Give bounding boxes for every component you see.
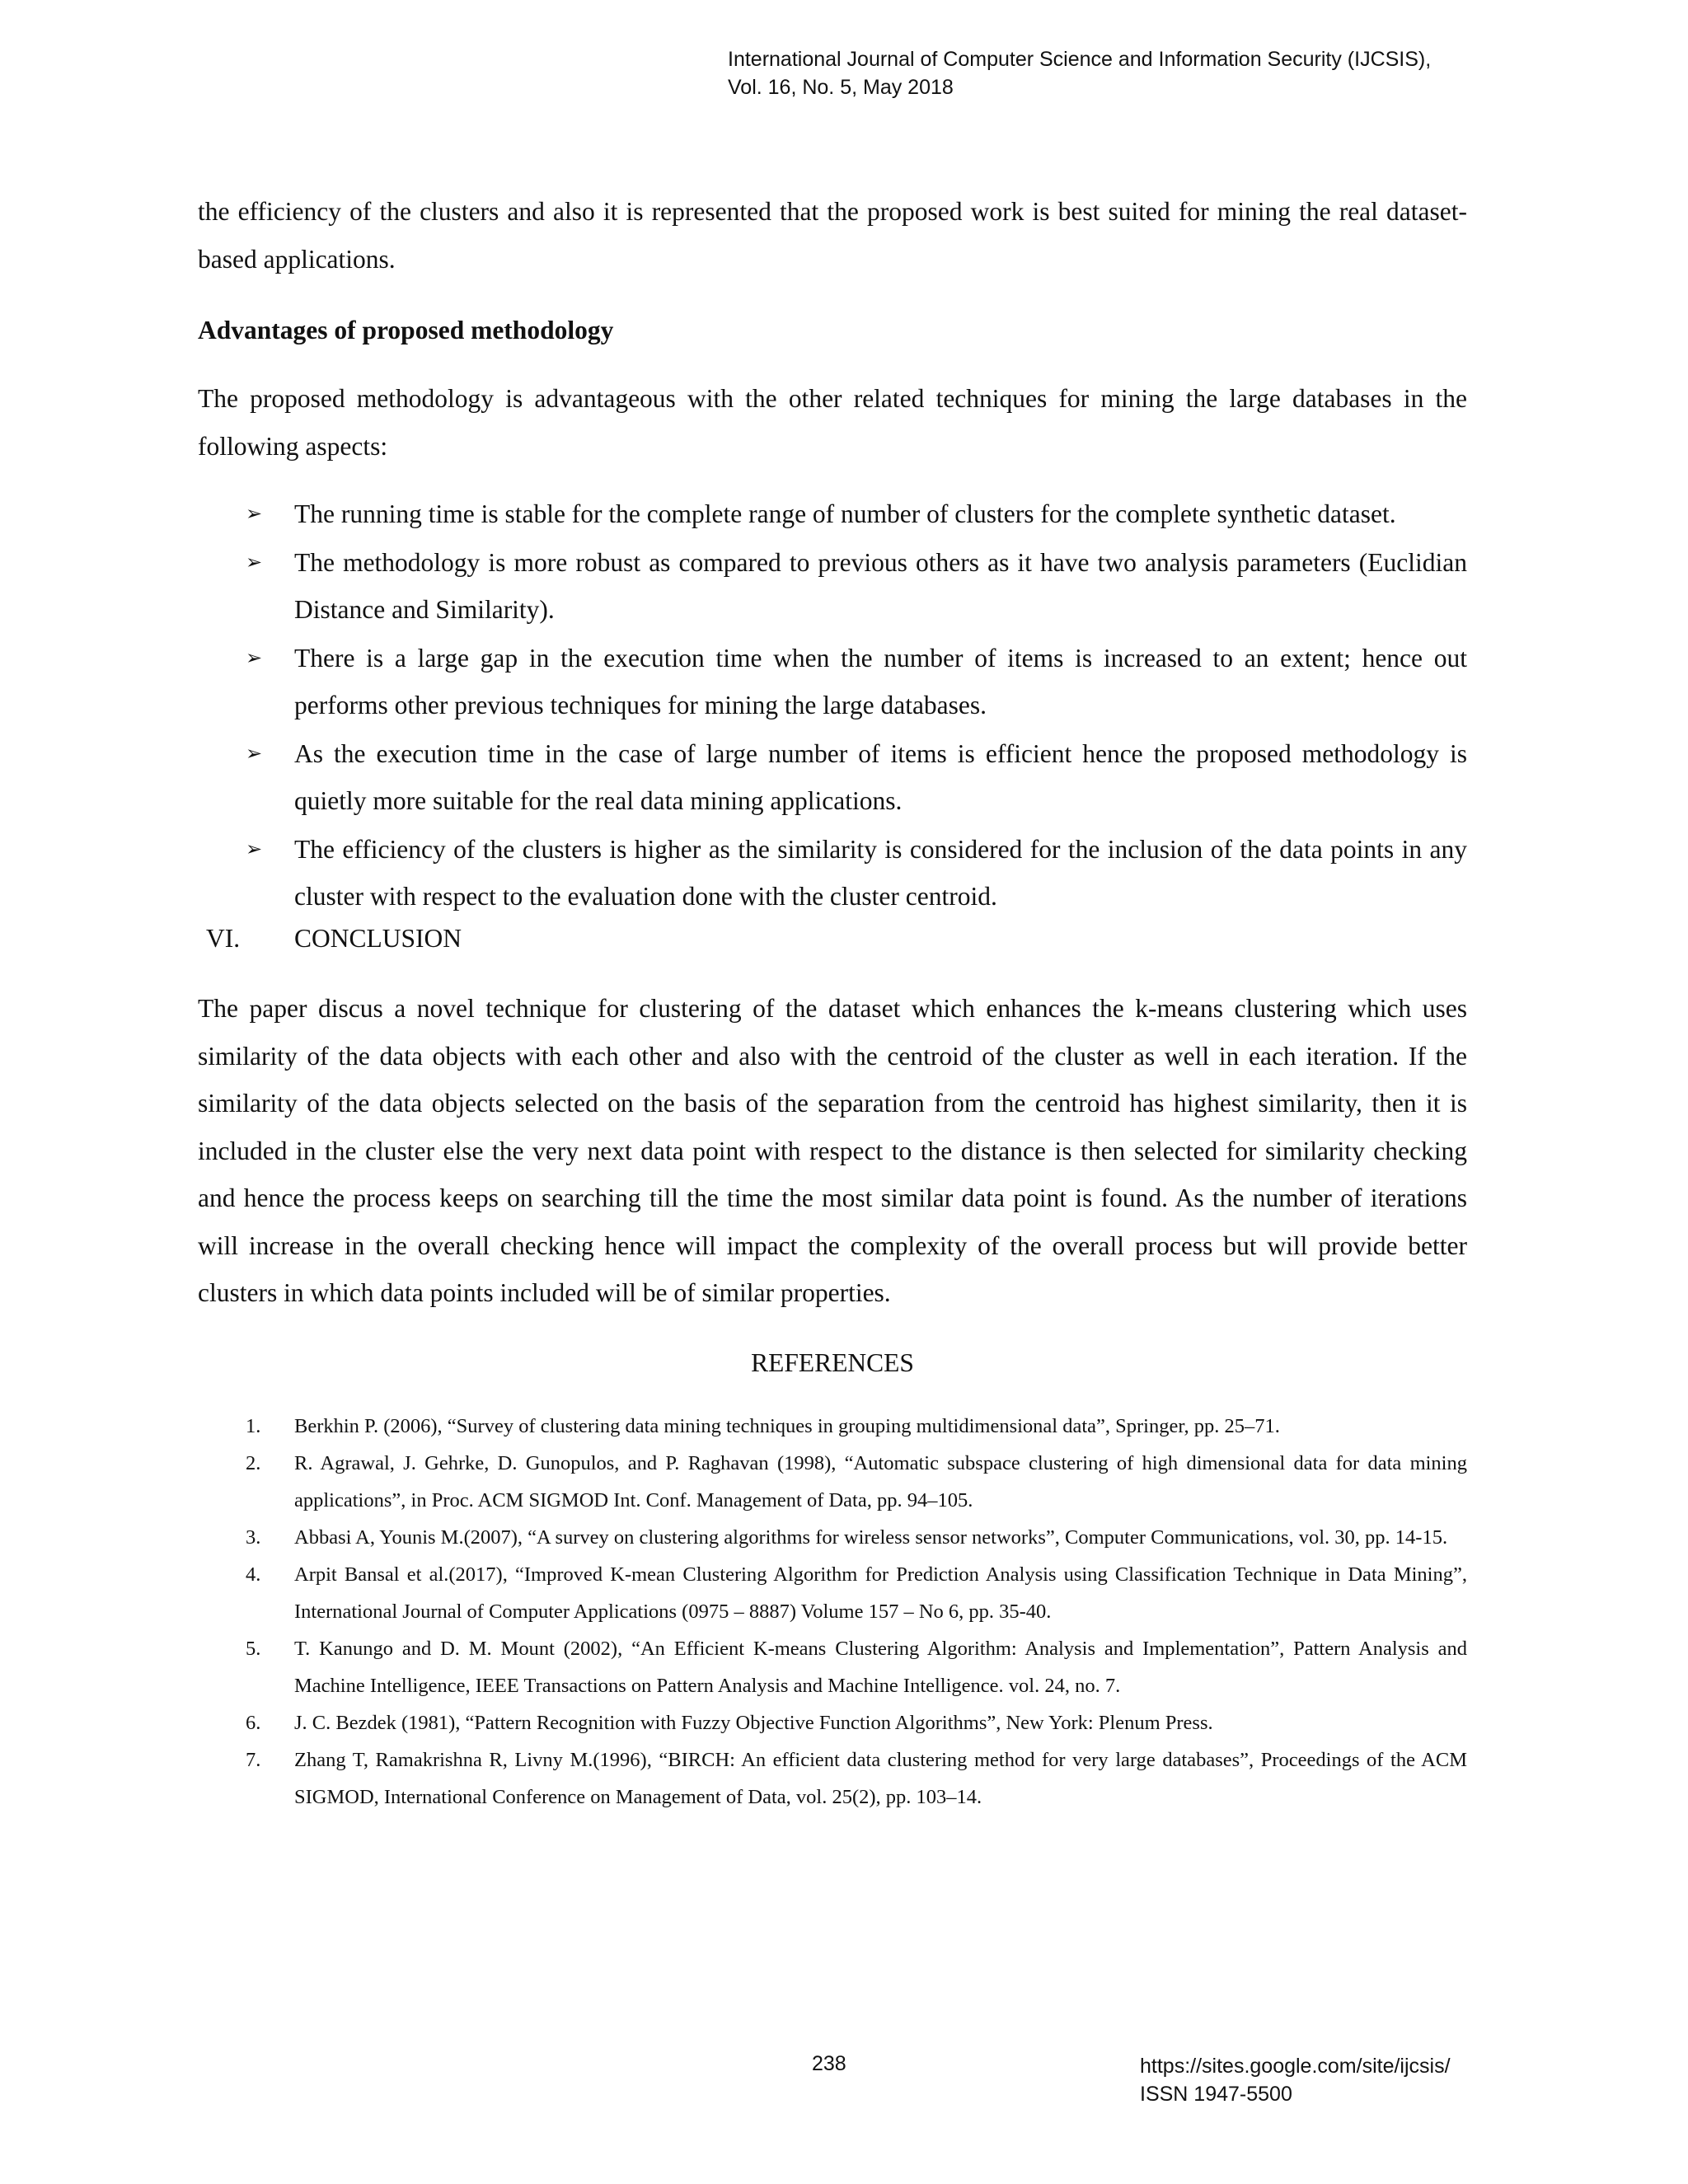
list-item-text: The efficiency of the clusters is higher as the similarity is considered for the inclusion of the data points in any cluster with respect to the evaluation done with the cluster centroid. — [294, 834, 1467, 911]
intro-paragraph: the efficiency of the clusters and also it is represented that the proposed work is best suited for mining the real dataset-based applications. — [198, 197, 1467, 274]
page-number: 238 — [812, 2052, 846, 2075]
reference-text: J. C. Bezdek (1981), “Pattern Recognition with Fuzzy Objective Function Algorithms”, New York: Plenum Press. — [294, 1712, 1213, 1734]
conclusion-paragraph: The paper discus a novel technique for clustering of the dataset which enhances the k-means clustering which uses similarity of the data objects with each other and also with the centroid of the cluster as well in each iteration. If the similarity of the data objects selected on the basis of the separation from the centroid has highest similarity, then it is included in the cluster else the very next data point with respect to the distance is then selected for similarity checking and hence the process keeps on searching till the time the most similar data point is found. As the number of iterations will increase in the overall checking hence will impact the complexity of the overall process but will provide better clusters in which data points included will be of similar properties. — [198, 994, 1467, 1307]
journal-header — [728, 45, 1568, 101]
list-item — [198, 539, 1467, 634]
list-item-text: There is a large gap in the execution time when the number of items is increased to an extent; hence out performs other previous techniques for mining the large databases. — [294, 643, 1467, 719]
section-title: CONCLUSION — [294, 924, 462, 953]
list-item — [198, 635, 1467, 729]
journal-title: International Journal of Computer Science and Information Security (IJCSIS), — [728, 48, 1432, 71]
reference-item — [198, 1704, 1467, 1741]
reference-text: T. Kanungo and D. M. Mount (2002), “An Efficient K-means Clustering Algorithm: Analysis and Implementation”, Pattern Analysis and Machine Intelligence, IEEE Transactions on Pattern Analysis and Machine Intelligence. vol. 24, no. 7. — [294, 1638, 1467, 1697]
journal-url: https://sites.google.com/site/ijcsis/ — [1140, 2055, 1451, 2078]
list-item — [198, 826, 1467, 921]
reference-text: R. Agrawal, J. Gehrke, D. Gunopulos, and P. Raghavan (1998), “Automatic subspace clustering of high dimensional data for data mining applications”, in Proc. ACM SIGMOD Int. Conf. Management of Data, pp. 94–105. — [294, 1452, 1467, 1511]
arrow-bullet-icon: ➢ — [246, 741, 263, 765]
reference-number: 1. — [246, 1415, 261, 1437]
arrow-bullet-icon: ➢ — [246, 645, 263, 669]
conclusion-heading — [198, 915, 462, 963]
reference-text: Arpit Bansal et al.(2017), “Improved K-mean Clustering Algorithm for Prediction Analysis using Classification Technique in Data Mining”, International Journal of Computer Applications (0975 – 8887) Volume 157 – No 6, pp. 35-40. — [294, 1563, 1467, 1623]
list-item-text: The running time is stable for the complete range of number of clusters for the complete synthetic dataset. — [294, 499, 1396, 528]
reference-text: Berkhin P. (2006), “Survey of clustering data mining techniques in grouping multidimensional data”, Springer, pp. 25–71. — [294, 1415, 1280, 1437]
reference-item — [198, 1445, 1467, 1519]
arrow-bullet-icon: ➢ — [246, 837, 263, 860]
list-item-text: The methodology is more robust as compared to previous others as it have two analysis parameters (Euclidian Distance and Similarity). — [294, 547, 1467, 624]
advantages-heading: Advantages of proposed methodology — [198, 316, 614, 344]
reference-number: 3. — [246, 1526, 261, 1549]
reference-item — [198, 1630, 1467, 1704]
list-item — [198, 730, 1467, 825]
advantages-paragraph: The proposed methodology is advantageous with the other related techniques for mining the large databases in the following aspects: — [198, 384, 1467, 461]
reference-number: 6. — [246, 1712, 261, 1734]
footer-info — [1140, 2052, 1451, 2108]
references-list — [198, 1408, 1467, 1816]
list-item — [198, 490, 1467, 538]
arrow-bullet-icon: ➢ — [246, 502, 263, 525]
reference-item — [198, 1408, 1467, 1445]
reference-item — [198, 1556, 1467, 1630]
list-item-text: As the execution time in the case of large number of items is efficient hence the proposed methodology is quietly more suitable for the real data mining applications. — [294, 738, 1467, 815]
reference-number: 4. — [246, 1563, 261, 1586]
journal-volume: Vol. 16, No. 5, May 2018 — [728, 76, 954, 99]
advantages-list — [198, 490, 1467, 921]
reference-item — [198, 1519, 1467, 1556]
reference-text: Abbasi A, Younis M.(2007), “A survey on clustering algorithms for wireless sensor networks”, Computer Communications, vol. 30, pp. 14-15. — [294, 1526, 1448, 1549]
references-title: REFERENCES — [751, 1348, 914, 1377]
section-number: VI. — [206, 924, 241, 953]
reference-item — [198, 1741, 1467, 1816]
arrow-bullet-icon: ➢ — [246, 550, 263, 574]
reference-number: 7. — [246, 1749, 261, 1771]
reference-number: 5. — [246, 1638, 261, 1660]
reference-number: 2. — [246, 1452, 261, 1474]
reference-text: Zhang T, Ramakrishna R, Livny M.(1996), “BIRCH: An efficient data clustering method for very large databases”, Proceedings of the ACM SIGMOD, International Conference on Management of Data, vol. 25(2), pp. 103–14. — [294, 1749, 1467, 1808]
issn-number: ISSN 1947-5500 — [1140, 2083, 1292, 2106]
